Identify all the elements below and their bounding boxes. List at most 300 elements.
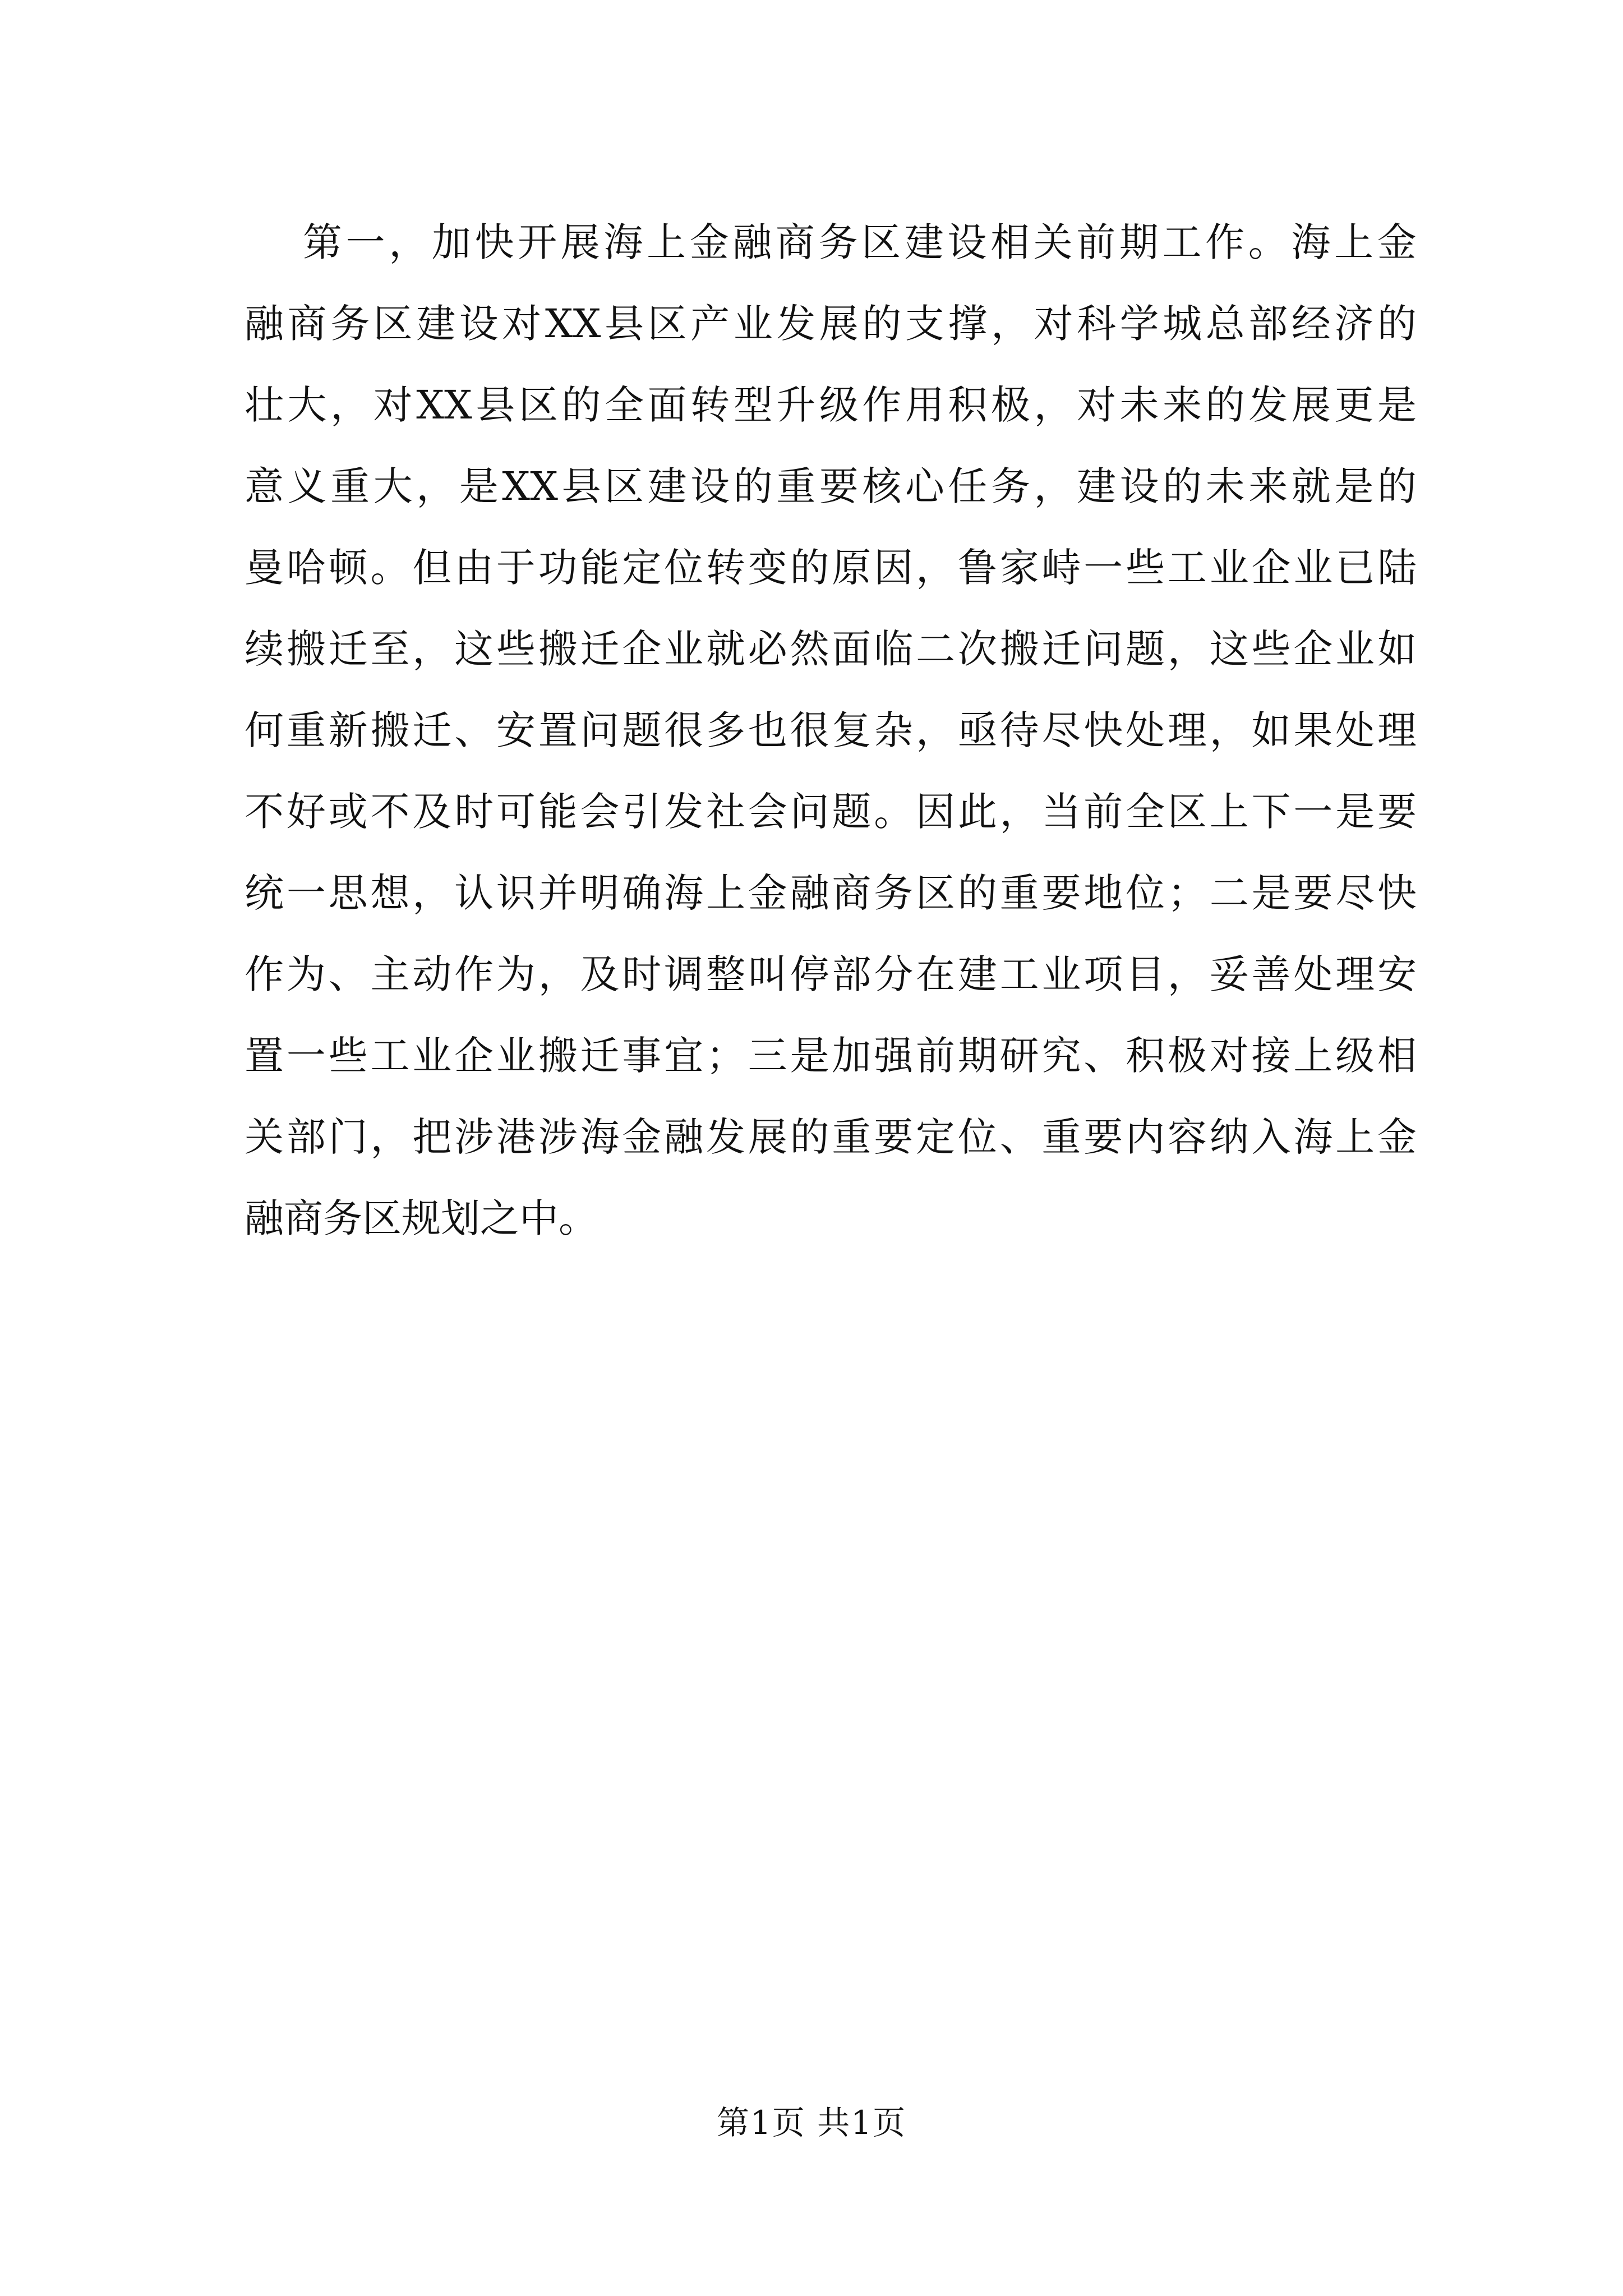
- paragraph-line: [245, 537, 1417, 599]
- text-glyph: 。: [370, 545, 410, 591]
- text-glyph: 科: [1077, 301, 1117, 347]
- text-glyph: 务: [874, 870, 914, 916]
- text-glyph: 一: [1293, 789, 1333, 835]
- text-glyph: 已: [1335, 545, 1375, 591]
- text-glyph: 更: [1334, 382, 1374, 428]
- text-glyph: ，: [1209, 707, 1249, 753]
- text-glyph: 区: [916, 870, 955, 916]
- text-glyph: ，: [538, 951, 578, 997]
- text-glyph: 、: [454, 707, 494, 753]
- text-glyph: 县: [476, 382, 515, 428]
- text-glyph: 问: [790, 789, 829, 835]
- text-glyph: 前: [1076, 219, 1116, 265]
- text-glyph: 纳: [1209, 1114, 1249, 1160]
- text-glyph: ，: [999, 789, 1039, 835]
- text-glyph: 极: [990, 382, 1030, 428]
- text-glyph: 级: [819, 382, 859, 428]
- text-glyph: 期: [957, 1033, 997, 1079]
- text-glyph: 转: [690, 382, 730, 428]
- text-glyph: ，: [330, 382, 370, 428]
- text-glyph: 商: [775, 219, 815, 265]
- text-glyph: 很: [790, 707, 829, 753]
- text-glyph: 临: [874, 626, 914, 672]
- text-glyph: 这: [1209, 626, 1249, 672]
- text-glyph: 设: [947, 219, 987, 265]
- text-glyph: 涉: [538, 1114, 578, 1160]
- text-glyph: 动: [412, 951, 452, 997]
- paragraph-line: [245, 1025, 1417, 1087]
- text-glyph: 工: [1167, 545, 1207, 591]
- text-glyph: 由: [454, 545, 494, 591]
- text-glyph: 之: [480, 1195, 519, 1241]
- text-glyph: 金: [748, 870, 787, 916]
- text-glyph: 相: [990, 219, 1030, 265]
- text-glyph: 商: [287, 301, 327, 347]
- text-glyph: 务: [990, 463, 1030, 509]
- text-glyph: 展: [748, 1114, 787, 1160]
- text-glyph: 会: [748, 789, 787, 835]
- text-glyph: 尽: [1041, 707, 1081, 753]
- text-glyph: 或: [328, 789, 368, 835]
- text-glyph: ，: [416, 463, 456, 509]
- text-glyph: 企: [1293, 626, 1333, 672]
- paragraph-line: [245, 944, 1417, 1005]
- text-glyph: 上: [647, 219, 686, 265]
- text-glyph: 金: [1377, 219, 1417, 265]
- text-glyph: ，: [1167, 951, 1207, 997]
- text-glyph: 安: [496, 707, 536, 753]
- text-glyph: 好: [286, 789, 326, 835]
- text-glyph: 置: [538, 707, 578, 753]
- paragraph-line: [245, 455, 1417, 517]
- text-glyph: 上: [706, 870, 745, 916]
- text-glyph: 哈: [286, 545, 326, 591]
- text-glyph: 规: [402, 1195, 441, 1241]
- text-glyph: 当: [1041, 789, 1081, 835]
- text-glyph: 期: [1119, 219, 1159, 265]
- text-glyph: 是: [790, 1033, 829, 1079]
- text-glyph: ，: [412, 626, 452, 672]
- text-glyph: 金: [689, 219, 729, 265]
- text-glyph: 如: [1377, 626, 1417, 672]
- text-glyph: 工: [999, 951, 1039, 997]
- text-glyph: ，: [1034, 463, 1073, 509]
- text-glyph: 的: [862, 301, 902, 347]
- text-glyph: 整: [706, 951, 745, 997]
- text-glyph: 是: [1251, 870, 1291, 916]
- paragraph-line: [245, 1106, 1417, 1168]
- text-glyph: 前: [916, 1033, 955, 1079]
- text-glyph: 二: [916, 626, 955, 672]
- text-glyph: 融: [732, 219, 772, 265]
- text-glyph: 调: [664, 951, 704, 997]
- text-glyph: 一: [345, 219, 385, 265]
- text-glyph: 因: [874, 545, 914, 591]
- text-glyph: 位: [957, 1114, 997, 1160]
- text-glyph: 产: [690, 301, 730, 347]
- paragraph-line: [303, 211, 1417, 273]
- text-glyph: 题: [832, 789, 872, 835]
- text-glyph: 会: [580, 789, 620, 835]
- text-glyph: 亟: [957, 707, 997, 753]
- text-glyph: 业: [1293, 545, 1333, 591]
- text-glyph: 重: [832, 1114, 872, 1160]
- text-glyph: 迁: [412, 707, 452, 753]
- text-glyph: 重: [776, 463, 816, 509]
- text-glyph: 建: [1077, 463, 1117, 509]
- text-glyph: 社: [706, 789, 745, 835]
- text-glyph: 加: [832, 1033, 872, 1079]
- text-glyph: 海: [664, 870, 704, 916]
- text-glyph: 至: [370, 626, 410, 672]
- text-glyph: 展: [1291, 382, 1331, 428]
- text-glyph: 支: [905, 301, 944, 347]
- text-glyph: 迁: [580, 1033, 620, 1079]
- text-glyph: 为: [286, 951, 326, 997]
- text-glyph: 金: [1377, 1114, 1417, 1160]
- text-glyph: 停: [790, 951, 829, 997]
- text-glyph: 尽: [1335, 870, 1375, 916]
- text-glyph: 就: [706, 626, 745, 672]
- text-glyph: 相: [1377, 1033, 1417, 1079]
- text-glyph: 区: [647, 301, 687, 347]
- text-glyph: XX: [502, 463, 558, 509]
- text-glyph: 业: [733, 301, 773, 347]
- text-glyph: 部: [832, 951, 872, 997]
- text-glyph: 县: [561, 463, 601, 509]
- text-glyph: 处: [1293, 951, 1333, 997]
- paragraph-line: [245, 1188, 1417, 1249]
- text-glyph: 极: [1167, 1033, 1207, 1079]
- text-glyph: 上: [1293, 1033, 1333, 1079]
- text-glyph: 建: [904, 219, 944, 265]
- text-glyph: 对: [502, 301, 542, 347]
- text-glyph: ，: [990, 301, 1030, 347]
- text-glyph: 对: [1077, 382, 1117, 428]
- text-glyph: 些: [1251, 626, 1291, 672]
- text-glyph: 区: [373, 301, 413, 347]
- text-glyph: 接: [1251, 1033, 1291, 1079]
- text-glyph: 时: [454, 789, 494, 835]
- text-glyph: 的: [957, 870, 997, 916]
- text-glyph: 业: [1335, 626, 1375, 672]
- text-glyph: 重: [330, 463, 370, 509]
- text-glyph: 能: [580, 545, 620, 591]
- text-glyph: 目: [1126, 951, 1165, 997]
- text-glyph: 迁: [1041, 626, 1081, 672]
- text-glyph: 及: [412, 789, 452, 835]
- text-glyph: 究: [1041, 1033, 1081, 1079]
- text-glyph: 认: [454, 870, 494, 916]
- text-glyph: 但: [412, 545, 452, 591]
- text-glyph: 搬: [370, 707, 410, 753]
- text-glyph: 用: [905, 382, 944, 428]
- text-glyph: 次: [957, 626, 997, 672]
- text-glyph: 事: [622, 1033, 662, 1079]
- text-glyph: 开: [518, 219, 557, 265]
- text-glyph: 壮: [245, 382, 284, 428]
- text-glyph: 设: [459, 301, 499, 347]
- text-glyph: 在: [916, 951, 955, 997]
- text-glyph: 不: [370, 789, 410, 835]
- text-glyph: 一: [286, 870, 326, 916]
- text-glyph: 升: [776, 382, 816, 428]
- text-glyph: 积: [948, 382, 988, 428]
- text-glyph: 金: [622, 1114, 662, 1160]
- text-glyph: 新: [328, 707, 368, 753]
- text-glyph: 关: [1033, 219, 1073, 265]
- text-glyph: 商: [284, 1195, 323, 1241]
- text-glyph: 分: [874, 951, 914, 997]
- text-glyph: ，: [916, 707, 955, 753]
- text-glyph: 搬: [999, 626, 1039, 672]
- text-glyph: 善: [1251, 951, 1291, 997]
- text-glyph: 融: [245, 1195, 284, 1241]
- text-glyph: 一: [286, 1033, 326, 1079]
- text-glyph: 、: [328, 951, 368, 997]
- text-glyph: XX: [416, 382, 472, 428]
- text-glyph: ，: [370, 1114, 410, 1160]
- text-glyph: 陆: [1377, 545, 1417, 591]
- text-glyph: 家: [999, 545, 1039, 591]
- text-glyph: 面: [647, 382, 687, 428]
- text-glyph: 发: [1248, 382, 1288, 428]
- text-glyph: 如: [1251, 707, 1291, 753]
- text-glyph: 确: [622, 870, 662, 916]
- text-glyph: 门: [328, 1114, 368, 1160]
- text-glyph: 业: [496, 1033, 536, 1079]
- text-glyph: ，: [916, 545, 955, 591]
- text-glyph: 是: [459, 463, 499, 509]
- text-glyph: 业: [412, 1033, 452, 1079]
- text-glyph: 发: [776, 301, 816, 347]
- text-glyph: 的: [1377, 463, 1417, 509]
- text-glyph: 义: [287, 463, 327, 509]
- text-glyph: 些: [496, 626, 536, 672]
- text-glyph: 海: [1291, 219, 1331, 265]
- text-glyph: 部: [1248, 301, 1288, 347]
- text-glyph: 的: [1205, 382, 1245, 428]
- text-glyph: 。: [1248, 219, 1288, 265]
- text-glyph: 城: [1163, 301, 1202, 347]
- text-glyph: 思: [328, 870, 368, 916]
- text-glyph: 一: [1083, 545, 1123, 591]
- text-glyph: 建: [647, 463, 687, 509]
- text-glyph: 于: [496, 545, 536, 591]
- text-glyph: 定: [622, 545, 662, 591]
- text-glyph: 对: [373, 382, 413, 428]
- text-glyph: 展: [819, 301, 859, 347]
- text-glyph: 杂: [874, 707, 914, 753]
- text-glyph: 三: [748, 1033, 787, 1079]
- text-glyph: 果: [1293, 707, 1333, 753]
- text-glyph: 面: [832, 626, 872, 672]
- text-glyph: 是: [1377, 382, 1417, 428]
- text-glyph: 融: [664, 1114, 704, 1160]
- text-glyph: 想: [370, 870, 410, 916]
- text-glyph: 研: [999, 1033, 1039, 1079]
- text-glyph: 理: [1167, 707, 1207, 753]
- text-glyph: 把: [412, 1114, 452, 1160]
- text-glyph: 统: [245, 870, 284, 916]
- text-glyph: 务: [818, 219, 858, 265]
- text-glyph: 迁: [580, 626, 620, 672]
- paragraph-line: [245, 374, 1417, 436]
- text-glyph: 快: [474, 219, 514, 265]
- text-glyph: ，: [1167, 626, 1207, 672]
- text-glyph: 并: [538, 870, 578, 916]
- text-glyph: 项: [1083, 951, 1123, 997]
- text-glyph: 未: [1119, 382, 1159, 428]
- text-glyph: 处: [1126, 707, 1165, 753]
- text-glyph: 全: [605, 382, 644, 428]
- text-glyph: 处: [1335, 707, 1375, 753]
- text-glyph: 上: [1209, 789, 1249, 835]
- text-glyph: 要: [819, 463, 859, 509]
- text-glyph: 些: [1126, 545, 1165, 591]
- text-glyph: 内: [1126, 1114, 1165, 1160]
- text-glyph: 搬: [286, 626, 326, 672]
- text-glyph: 要: [1293, 870, 1333, 916]
- text-glyph: 建: [416, 301, 456, 347]
- text-glyph: 作: [245, 951, 284, 997]
- text-glyph: 妥: [1209, 951, 1249, 997]
- text-glyph: 的: [1163, 463, 1202, 509]
- text-glyph: 海: [1293, 1114, 1333, 1160]
- text-glyph: 发: [664, 789, 704, 835]
- text-glyph: ；: [1167, 870, 1207, 916]
- text-glyph: 对: [1034, 301, 1073, 347]
- text-glyph: 任: [948, 463, 988, 509]
- text-glyph: 入: [1251, 1114, 1291, 1160]
- text-glyph: 二: [1209, 870, 1249, 916]
- text-glyph: 区: [362, 1195, 402, 1241]
- text-glyph: 业: [1041, 951, 1081, 997]
- text-glyph: 海: [580, 1114, 620, 1160]
- text-glyph: ；: [706, 1033, 745, 1079]
- text-glyph: 发: [706, 1114, 745, 1160]
- text-glyph: 融: [790, 870, 829, 916]
- text-glyph: ，: [412, 870, 452, 916]
- text-glyph: 定: [916, 1114, 955, 1160]
- text-glyph: 要: [874, 1114, 914, 1160]
- text-glyph: 重: [286, 707, 326, 753]
- text-glyph: 全: [1126, 789, 1165, 835]
- text-glyph: 的: [790, 1114, 829, 1160]
- text-glyph: 搬: [538, 626, 578, 672]
- paragraph-line: [245, 781, 1417, 843]
- text-glyph: 然: [790, 626, 829, 672]
- text-glyph: 也: [748, 707, 787, 753]
- text-glyph: 部: [286, 1114, 326, 1160]
- text-glyph: 曼: [245, 545, 284, 591]
- text-glyph: 及: [580, 951, 620, 997]
- text-glyph: 作: [862, 382, 902, 428]
- text-glyph: 工: [1162, 219, 1202, 265]
- text-glyph: 置: [245, 1033, 284, 1079]
- text-glyph: 叫: [748, 951, 787, 997]
- text-glyph: 就: [1291, 463, 1331, 509]
- text-glyph: 强: [874, 1033, 914, 1079]
- text-glyph: 、: [1083, 1033, 1123, 1079]
- text-glyph: 对: [1209, 1033, 1249, 1079]
- text-glyph: 主: [370, 951, 410, 997]
- text-glyph: 何: [245, 707, 284, 753]
- text-glyph: 变: [748, 545, 787, 591]
- text-glyph: 学: [1119, 301, 1159, 347]
- text-glyph: 不: [245, 789, 284, 835]
- text-glyph: 业: [664, 626, 704, 672]
- text-glyph: 续: [245, 626, 284, 672]
- text-glyph: 宜: [664, 1033, 704, 1079]
- text-glyph: 融: [245, 301, 284, 347]
- paragraph-line: [245, 618, 1417, 680]
- text-glyph: 区: [861, 219, 901, 265]
- text-glyph: 展: [560, 219, 600, 265]
- text-glyph: 工: [370, 1033, 410, 1079]
- text-glyph: 复: [832, 707, 872, 753]
- text-glyph: 迁: [328, 626, 368, 672]
- text-glyph: 企: [622, 626, 662, 672]
- text-glyph: 要: [1041, 870, 1081, 916]
- text-glyph: 明: [580, 870, 620, 916]
- text-glyph: 设: [1119, 463, 1159, 509]
- text-glyph: 待: [999, 707, 1039, 753]
- text-glyph: 是: [1334, 463, 1374, 509]
- text-glyph: 建: [957, 951, 997, 997]
- text-glyph: 中: [519, 1195, 559, 1241]
- text-glyph: 商: [832, 870, 872, 916]
- text-glyph: 第: [303, 219, 342, 265]
- text-glyph: 海: [603, 219, 643, 265]
- text-glyph: 转: [706, 545, 745, 591]
- text-glyph: 的: [561, 382, 601, 428]
- text-glyph: 。: [559, 1195, 598, 1241]
- text-glyph: 很: [664, 707, 704, 753]
- text-glyph: 的: [790, 545, 829, 591]
- text-glyph: 积: [1126, 1033, 1165, 1079]
- text-glyph: 快: [1377, 870, 1417, 916]
- text-glyph: 搬: [538, 1033, 578, 1079]
- text-glyph: 心: [905, 463, 944, 509]
- text-glyph: 多: [706, 707, 745, 753]
- text-glyph: 的: [733, 463, 773, 509]
- text-glyph: 峙: [1041, 545, 1081, 591]
- text-glyph: 区: [518, 382, 558, 428]
- text-glyph: 要: [1083, 1114, 1123, 1160]
- text-glyph: 鲁: [957, 545, 997, 591]
- text-glyph: 企: [454, 1033, 494, 1079]
- text-glyph: 理: [1335, 951, 1375, 997]
- text-glyph: 县: [605, 301, 644, 347]
- text-glyph: 大: [287, 382, 327, 428]
- text-glyph: 、: [999, 1114, 1039, 1160]
- page-number-footer: 第1页 共1页: [716, 2104, 907, 2142]
- text-glyph: 为: [496, 951, 536, 997]
- text-glyph: 务: [323, 1195, 362, 1241]
- text-glyph: 功: [538, 545, 578, 591]
- text-glyph: 作: [454, 951, 494, 997]
- paragraph-line: [245, 862, 1417, 924]
- text-glyph: 经: [1291, 301, 1331, 347]
- text-glyph: 原: [832, 545, 872, 591]
- text-glyph: 题: [622, 707, 662, 753]
- text-glyph: ，: [1034, 382, 1073, 428]
- text-glyph: 的: [1377, 301, 1417, 347]
- text-glyph: 位: [664, 545, 704, 591]
- text-glyph: 题: [1126, 626, 1165, 672]
- text-glyph: ，: [389, 219, 428, 265]
